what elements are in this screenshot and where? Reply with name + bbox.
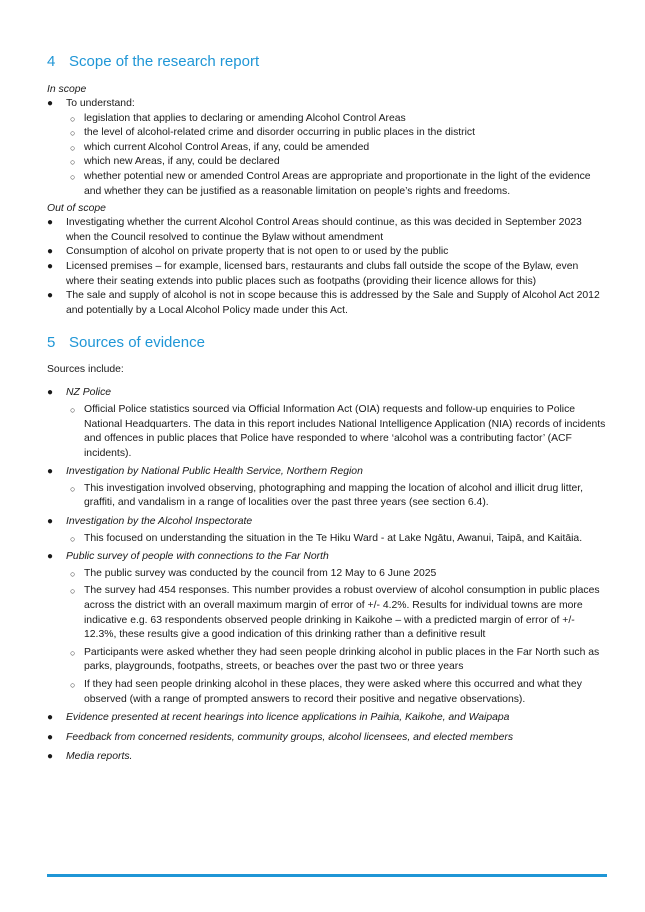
bullet-icon: ● [47,387,54,399]
circle-bullet-icon: ○ [70,113,76,124]
list-item: ● To understand: ○ legislation that applies to declaring or amending Alcohol Control Areas ○ the level of alcohol-related crime and disorder occurring in public places in the district ○ which current Alcohol Control Areas, if any, could be amended ○ which new Areas, if any, could be declared ○ whether potential new or amended Control Areas are appropriate and proportionate in the light of the evidence and whether they can be justified as a reasonable limitation on people’s rights and freedoms. [47,97,607,199]
section-number: 4 [47,53,56,70]
section-number: 5 [47,334,56,352]
circle-bullet-icon: ○ [70,171,76,182]
list-item: ○ Official Police statistics sourced via Official Information Act (OIA) requests and follow-up enquiries to Police National Headquarters. The data in this report includes National Intelligence Application (NIA) records of incidents and offences in public places that Police have responded to where ‘alcohol was a contributing factor’ (ACF incidents). [70,403,606,459]
list-item: ○ The survey had 454 responses. This number provides a robust overview of alcohol consumption in public places across the district with an overall maximum margin of error of +/- 4.2%. Results for individual towns are more indicative e.g. 63 respondents observed people drinking in Kaikohe – with a predicted margin of error of +/- 12.3%, these results give a good indication of this drinking rather than a definitive result [70,585,600,641]
list-item: ● The sale and supply of alcohol is not in scope because this is addressed by the Sale and Supply of Alcohol Act 2012 and potentially by a Local Alcohol Policy made under this Act. [47,290,600,316]
bullet-icon: ● [47,217,54,229]
bullet-icon: ● [47,731,54,743]
list-item: ● Investigation by the Alcohol Inspectorate ○ This focused on understanding the situation in the Te Hiku Ward - at Lake Ngātu, Awanui, Taipā, and Kaitāia. [47,515,607,546]
sources-list [47,386,607,765]
list-item: ● Licensed premises – for example, licensed bars, restaurants and clubs fall outside the scope of the Bylaw, even where their seating extends into public places such as footpaths (providing their licence allows for this) [47,260,579,287]
circle-bullet-icon: ○ [70,142,76,153]
list-item: ○ which new Areas, if any, could be declared [66,155,607,170]
list-item: ○ If they had seen people drinking alcohol in these places, they were asked where this occurred and what they observed (with a range of prompted answers to record their positive and negative observations). [70,679,582,705]
circle-bullet-icon: ○ [70,647,76,658]
bullet-icon: ● [47,246,54,258]
out-of-scope-list [47,216,607,318]
circle-bullet-icon: ○ [70,483,76,494]
list-item: ○ whether potential new or amended Control Areas are appropriate and proportionate in the light of the evidence and whether they can be justified as a reasonable limitation on people’s rights and freedoms. [70,170,591,197]
footer-divider [47,874,607,877]
circle-bullet-icon: ○ [70,568,76,579]
sources-intro: Sources include: [47,364,124,376]
list-item: ● Investigating whether the current Alcohol Control Areas should continue, as this was decided in September 2023 when the Council resolved to continue the Bylaw without amendment [47,217,582,243]
bullet-icon: ● [47,290,54,302]
bullet-icon: ● [47,551,54,563]
in-scope-list [47,97,607,199]
list-item: ○ which current Alcohol Control Areas, if any, could be amended [66,141,607,156]
section-4-heading [47,52,607,72]
circle-bullet-icon: ○ [70,586,76,597]
circle-bullet-icon: ○ [70,680,76,690]
list-item: ● Evidence presented at recent hearings into licence applications in Paihia, Kaikohe, and Waipapa [47,711,607,726]
list-item: ● Consumption of alcohol on private property that is not open to or used by the public [47,245,607,260]
list-item: ○ the level of alcohol-related crime and disorder occurring in public places in the district [66,126,607,141]
bullet-icon: ● [47,260,54,272]
circle-bullet-icon: ○ [70,157,76,168]
circle-bullet-icon: ○ [70,128,76,139]
in-scope-label: In scope [47,84,87,95]
understand-sublist [66,112,607,200]
bullet-icon: ● [47,466,54,478]
list-item: ● Media reports. [47,750,607,765]
section-title: Scope of the research report [69,53,260,70]
circle-bullet-icon: ○ [70,404,76,415]
bullet-icon: ● [47,98,54,109]
bullet-icon: ● [47,751,54,763]
bullet-icon: ● [47,516,54,528]
list-item: ○ This investigation involved observing, photographing and mapping the location of alcohol and illicit drug litter, graffiti, and vandalism in a range of localities over the past three years (see section 6.4). [70,482,584,509]
list-item: ○ Participants were asked whether they had seen people drinking alcohol in public places in the Far North such as parks, playgrounds, footpaths, streets, or beaches over the past two or three years [70,646,600,673]
list-item: ○ legislation that applies to declaring or amending Alcohol Control Areas [66,112,607,127]
bullet-icon: ● [47,712,54,724]
section-title: Sources of evidence [69,334,205,352]
circle-bullet-icon: ○ [70,533,76,544]
section-5-heading [47,333,607,353]
document-page [47,52,607,765]
list-item: ● NZ Police ○ Official Police statistics sourced via Official Information Act (OIA) requests and follow-up enquiries to Police National Headquarters. The data in this report includes National Intelligence Application (NIA) records of incidents and offences in public places that Police have responded to where ‘alcohol was a contributing factor’ (ACF incidents). [47,386,607,461]
list-item: ○ The public survey was conducted by the council from 12 May to 6 June 2025 [66,567,607,582]
list-item: ○ This focused on understanding the situation in the Te Hiku Ward - at Lake Ngātu, Awanui, Taipā, and Kaitāia. [66,532,607,547]
list-item: ● Public survey of people with connections to the Far North ○ The public survey was conducted by the council from 12 May to 6 June 2025 ○ The survey had 454 responses. This number provides a robust overview of alcohol consumption in public places across the district with an overall maximum margin of error of +/- 4.2%. Results for individual towns are more indicative e.g. 63 respondents observed people drinking in Kaikohe – with a predicted margin of error of +/- 12.3%, these results give a good indication of this drinking rather than a definitive result ○ Participants were asked whether they had seen people drinking alcohol in public places in the Far North such as parks, playgrounds, footpaths, streets, or beaches over the past two or three years ○ If they had seen people drinking alcohol in these places, they were asked where this occurred and what they observed (with a range of prompted answers to record their positive and negative observations). [47,550,607,707]
out-of-scope-label: Out of scope [47,203,106,215]
list-item: ● Investigation by National Public Health Service, Northern Region ○ This investigation involved observing, photographing and mapping the location of alcohol and illicit drug litter, graffiti, and vandalism in a range of localities over the past three years (see section 6.4). [47,465,607,511]
list-item: ● Feedback from concerned residents, community groups, alcohol licensees, and elected members [47,731,607,746]
